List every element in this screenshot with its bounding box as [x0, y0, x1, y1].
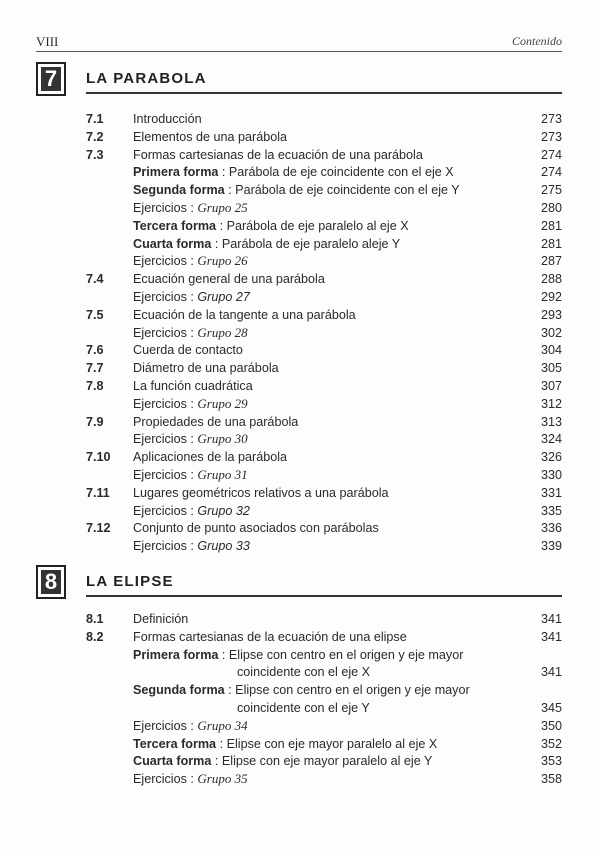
- section-number: 7.1: [86, 112, 104, 126]
- header-rule: [36, 51, 562, 52]
- entry-text: [133, 219, 409, 233]
- page-ref: 293: [540, 307, 562, 322]
- chapter-rule: [86, 92, 562, 94]
- entry-title: Diámetro de una parábola: [133, 361, 279, 376]
- section-number: 7.12: [86, 521, 111, 536]
- page-ref: 312: [540, 396, 562, 411]
- page-ref: 274: [540, 165, 562, 180]
- entry-title: : Elipse con eje mayor paralelo al eje X: [216, 736, 438, 751]
- page-ref: 275: [540, 183, 562, 198]
- entry-text: [133, 308, 356, 322]
- exercise-group: Grupo 29: [197, 395, 248, 411]
- entry-title: Formas cartesianas de la ecuación de una parábola: [133, 147, 423, 162]
- page-ref: 341: [540, 629, 562, 644]
- page-ref: 331: [540, 485, 562, 500]
- section-number: 7.8: [86, 379, 104, 393]
- exercise-label: Ejercicios :: [133, 718, 198, 733]
- entry-text: [133, 737, 437, 751]
- entry-text: [133, 630, 407, 644]
- section-number: 8.1: [86, 612, 104, 626]
- entry-text: [133, 165, 454, 179]
- section-number: 7.11: [86, 485, 110, 500]
- exercise-label: Ejercicios :: [133, 503, 198, 518]
- exercise-label: Ejercicios :: [133, 396, 198, 411]
- section-number: 7.3: [86, 147, 104, 162]
- exercise-label: Ejercicios :: [133, 468, 198, 482]
- entry-title: : Elipse con eje mayor paralelo al eje Y: [211, 754, 433, 769]
- section-number: 7.4: [86, 272, 104, 287]
- section-name: Contenido: [512, 34, 562, 48]
- form-label: Cuarta forma: [133, 754, 212, 769]
- page-ref: 302: [540, 325, 562, 340]
- chapter-rule: [86, 595, 562, 597]
- entry-text: [133, 450, 287, 464]
- entry-text: [133, 290, 250, 304]
- entry-title: Lugares geométricos relativos a una parábola: [133, 485, 389, 500]
- section-number: 7.10: [86, 450, 111, 465]
- section-number: 7.9: [86, 414, 104, 429]
- exercise-group: Grupo 35: [197, 771, 248, 787]
- exercise-label: Ejercicios :: [133, 325, 198, 340]
- page-ref: 350: [540, 718, 562, 733]
- page-ref: 292: [540, 290, 562, 304]
- entry-text: [133, 254, 248, 268]
- chapter-title: LA PARABOLA: [86, 70, 207, 87]
- entry-title: Ecuación general de una parábola: [133, 272, 325, 287]
- page-ref: 326: [540, 450, 562, 465]
- section-number: 7.7: [86, 361, 104, 376]
- page-ref: 353: [540, 754, 562, 769]
- entry-title: Aplicaciones de la parábola: [133, 450, 288, 465]
- page-ref: 336: [540, 521, 562, 536]
- entry-text: [133, 326, 248, 340]
- page-ref: 273: [540, 129, 562, 144]
- page-ref: 339: [540, 539, 562, 554]
- exercise-label: Ejercicios :: [133, 254, 198, 269]
- entry-text: [133, 486, 389, 500]
- page-ref: 304: [540, 343, 562, 358]
- entry-text: [133, 379, 253, 393]
- entry-title: La función cuadrática: [133, 379, 253, 393]
- form-label: Segunda forma: [133, 683, 225, 698]
- page-ref: 281: [540, 218, 562, 233]
- entry-title: : Parábola de eje paralelo aleje Y: [211, 236, 401, 251]
- running-head: [36, 34, 562, 50]
- section-number: 7.5: [86, 307, 104, 322]
- page-ref: 281: [540, 236, 562, 251]
- form-label: Primera forma: [133, 165, 219, 180]
- entry-text: [133, 539, 250, 553]
- entry-title: Ecuación de la tangente a una parábola: [133, 307, 356, 322]
- exercise-group: Grupo 33: [197, 539, 250, 554]
- section-number: 7.6: [86, 343, 104, 358]
- page-ref: 287: [540, 254, 562, 269]
- entry-text: coincidente con el eje X: [237, 665, 371, 680]
- page-ref: 324: [540, 432, 562, 447]
- form-label: Segunda forma: [133, 183, 225, 198]
- form-label: Primera forma: [133, 647, 219, 662]
- entry-text: [133, 183, 460, 197]
- chapter-number: 7: [41, 67, 61, 91]
- entry-text: [133, 415, 298, 429]
- entry-text: [133, 130, 287, 144]
- exercise-group: Grupo 34: [197, 717, 248, 733]
- page-number: VIII: [36, 34, 59, 49]
- page-ref: 273: [540, 112, 562, 126]
- entry-text: [133, 754, 432, 768]
- entry-title: : Parábola de eje coincidente con el eje X: [218, 165, 454, 180]
- exercise-label: Ejercicios :: [133, 290, 198, 304]
- page-ref: 352: [540, 736, 562, 751]
- entry-text: [133, 397, 248, 411]
- entry-title: Definición: [133, 612, 189, 626]
- page-ref: 345: [540, 701, 562, 715]
- page-ref: 307: [540, 379, 562, 393]
- chapter-7-heading: [36, 62, 562, 100]
- entry-text: [133, 201, 248, 215]
- entry-text: [133, 237, 400, 251]
- exercise-label: Ejercicios :: [133, 772, 198, 787]
- entry-text: [133, 683, 470, 697]
- entry-text: [133, 148, 423, 162]
- section-number: 8.2: [86, 629, 104, 644]
- entry-title: : Elipse con centro en el origen y eje mayor: [218, 647, 464, 662]
- entry-title: Elementos de una parábola: [133, 129, 288, 144]
- page-ref: 358: [540, 772, 562, 787]
- entry-title: Introducción: [133, 112, 202, 126]
- chapter-number-badge: [36, 62, 66, 96]
- exercise-group: Grupo 26: [197, 253, 248, 269]
- entry-title: Formas cartesianas de la ecuación de una elipse: [133, 629, 407, 644]
- exercise-group: Grupo 32: [197, 503, 250, 518]
- page-ref: 313: [540, 414, 562, 429]
- page-ref: 274: [540, 147, 562, 162]
- chapter-number: 8: [41, 570, 61, 594]
- entry-text: [133, 504, 250, 518]
- page-ref: 305: [540, 361, 562, 376]
- entry-text: [133, 343, 243, 357]
- entry-text: [133, 612, 188, 626]
- entry-text: [133, 361, 279, 375]
- exercise-group: Grupo 28: [197, 324, 248, 340]
- entry-text: [133, 772, 248, 786]
- entry-title: : Parábola de eje coincidente con el eje Y: [224, 183, 460, 198]
- entry-text: [133, 719, 248, 733]
- exercise-label: Ejercicios :: [133, 432, 198, 447]
- entry-text: [133, 468, 248, 482]
- page-ref: 288: [540, 272, 562, 287]
- exercise-group: Grupo 25: [197, 200, 248, 215]
- chapter-title: LA ELIPSE: [86, 573, 174, 590]
- exercise-group: Grupo 30: [197, 431, 248, 447]
- page-ref: 341: [540, 612, 562, 626]
- entry-title: : Parábola de eje paralelo al eje X: [216, 218, 409, 233]
- entry-title: Propiedades de una parábola: [133, 414, 299, 429]
- entry-title: : Elipse con centro en el origen y eje mayor: [224, 683, 470, 698]
- entry-text: [133, 432, 248, 446]
- page-ref: 280: [540, 201, 562, 215]
- exercise-label: Ejercicios :: [133, 539, 198, 554]
- form-label: Tercera forma: [133, 218, 217, 233]
- entry-text: coincidente con el eje Y: [237, 701, 370, 715]
- exercise-label: Ejercicios :: [133, 201, 198, 215]
- entry-title: Conjunto de punto asociados con parábolas: [133, 521, 379, 536]
- page-ref: 335: [540, 503, 562, 518]
- chapter-number-badge: [36, 565, 66, 599]
- page-ref: 341: [540, 665, 562, 680]
- entry-text: [133, 648, 463, 662]
- entry-title: Cuerda de contacto: [133, 343, 243, 358]
- entry-text: [133, 521, 379, 535]
- page-ref: 330: [540, 468, 562, 482]
- exercise-group: Grupo 31: [197, 467, 248, 482]
- section-number: 7.2: [86, 129, 104, 144]
- exercise-group: Grupo 27: [197, 290, 250, 304]
- entry-text: [133, 112, 202, 126]
- chapter-8-heading: [36, 565, 562, 603]
- form-label: Cuarta forma: [133, 236, 212, 251]
- form-label: Tercera forma: [133, 736, 217, 751]
- entry-text: [133, 272, 325, 286]
